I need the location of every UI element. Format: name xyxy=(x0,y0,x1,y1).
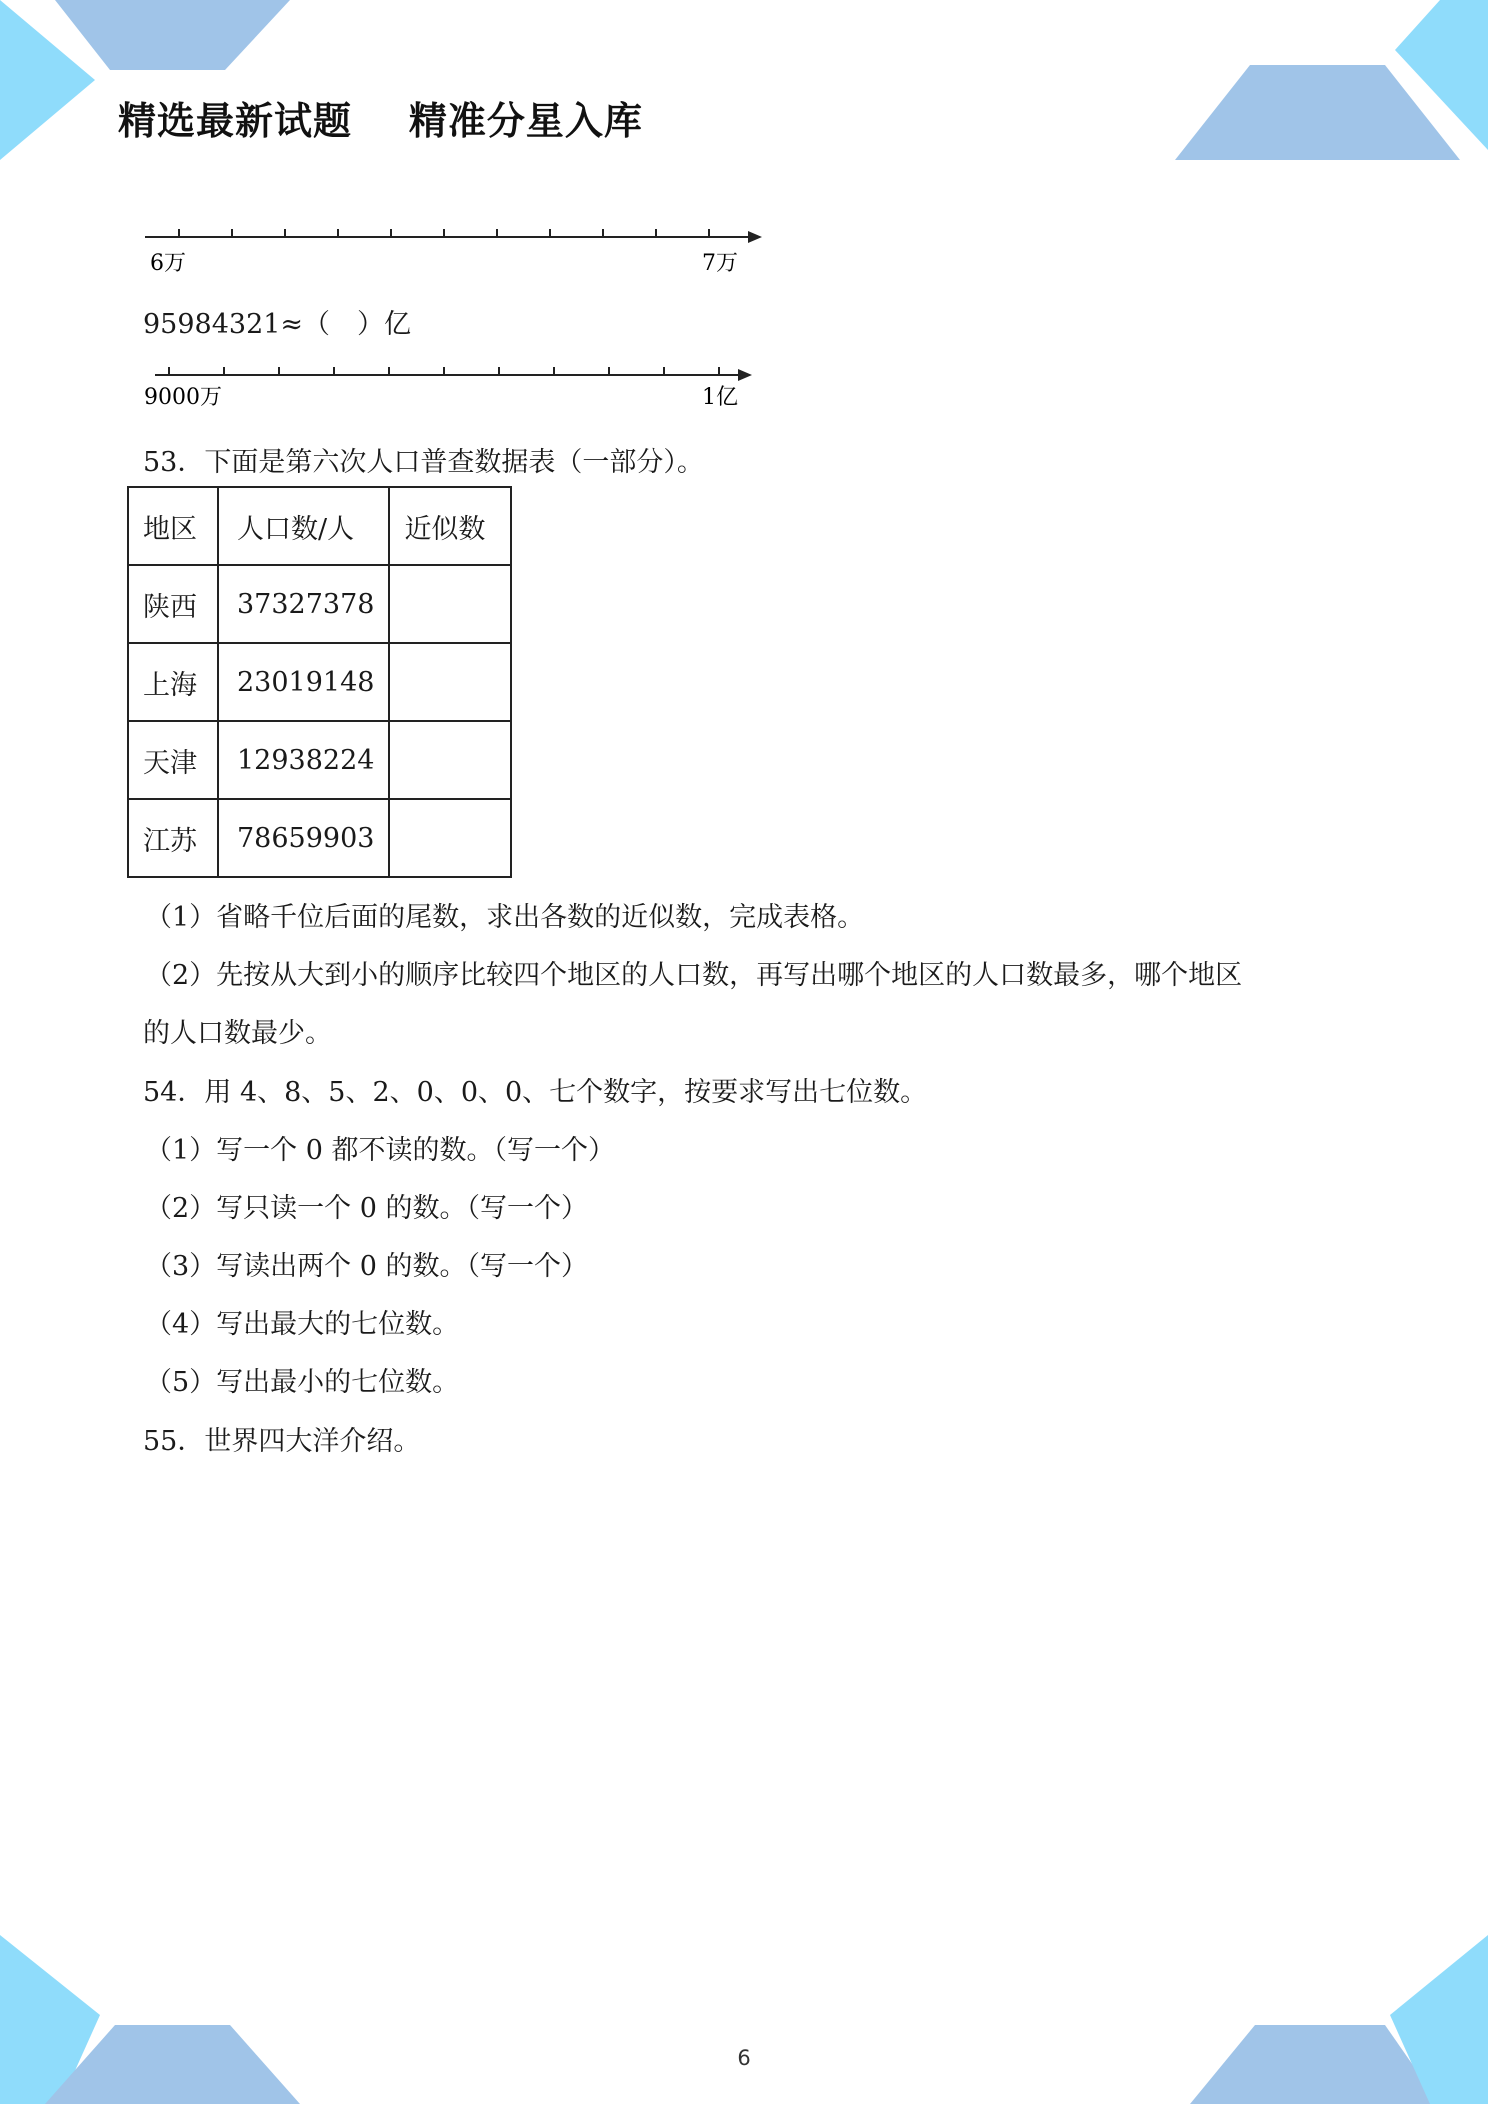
corner-trapezoid-top-left xyxy=(55,0,290,70)
table-row xyxy=(128,721,511,799)
approximation-cell[interactable] xyxy=(389,643,511,721)
arrow-head-icon xyxy=(748,231,762,243)
population-cell: 78659903 xyxy=(218,799,389,877)
population-table xyxy=(127,486,512,878)
number-line-right-label: 7万 xyxy=(702,251,738,276)
q54-title: 54．用 4、8、5、2、0、0、0、七个数字，按要求写出七位数。 xyxy=(143,1077,928,1108)
table-row xyxy=(128,643,511,721)
table-header-cell: 地区 xyxy=(128,487,218,565)
q53-title: 53．下面是第六次人口普查数据表（一部分）。 xyxy=(143,447,704,478)
corner-trapezoid-top-right xyxy=(1175,65,1460,160)
number-line-6w-7w xyxy=(130,222,770,282)
page-header-title: 精选最新试题 精准分星入库 xyxy=(118,99,643,143)
table-header-row xyxy=(128,487,511,565)
q53-sub1: （1）省略千位后面的尾数，求出各数的近似数，完成表格。 xyxy=(145,902,865,933)
table-header-cell: 近似数 xyxy=(389,487,511,565)
q54-item: （2）写只读一个 0 的数。（写一个） xyxy=(145,1193,589,1224)
approximation-cell[interactable] xyxy=(389,799,511,877)
q53-sub2-line1: （2）先按从大到小的顺序比较四个地区的人口数，再写出哪个地区的人口数最多，哪个地区 xyxy=(145,960,1243,991)
page-number: 6 xyxy=(737,2046,751,2070)
region-cell: 上海 xyxy=(128,643,218,721)
q54-item: （3）写读出两个 0 的数。（写一个） xyxy=(145,1251,589,1282)
region-cell: 天津 xyxy=(128,721,218,799)
number-line-right-label: 1亿 xyxy=(702,385,738,410)
number-line-ticks xyxy=(169,367,719,375)
population-cell: 12938224 xyxy=(218,721,389,799)
table-row xyxy=(128,799,511,877)
number-line-left-label: 9000万 xyxy=(144,385,222,410)
arrow-head-icon xyxy=(738,369,752,381)
number-line-9000w-1y xyxy=(130,360,770,420)
region-cell: 江苏 xyxy=(128,799,218,877)
q54-item: （4）写出最大的七位数。 xyxy=(145,1309,460,1340)
table-header-cell: 人口数/人 xyxy=(218,487,389,565)
population-cell: 37327378 xyxy=(218,565,389,643)
approximation-cell[interactable] xyxy=(389,565,511,643)
population-cell: 23019148 xyxy=(218,643,389,721)
region-cell: 陕西 xyxy=(128,565,218,643)
q53-sub2-line2: 的人口数最少。 xyxy=(143,1018,332,1049)
approximation-cell[interactable] xyxy=(389,721,511,799)
q55-title: 55．世界四大洋介绍。 xyxy=(143,1426,421,1457)
q52-approximation: 95984321≈（ ）亿 xyxy=(143,309,412,340)
number-line-ticks xyxy=(179,229,709,237)
table-row xyxy=(128,565,511,643)
q54-item: （5）写出最小的七位数。 xyxy=(145,1367,460,1398)
number-line-left-label: 6万 xyxy=(150,251,186,276)
q54-item: （1）写一个 0 都不读的数。（写一个） xyxy=(145,1135,616,1166)
